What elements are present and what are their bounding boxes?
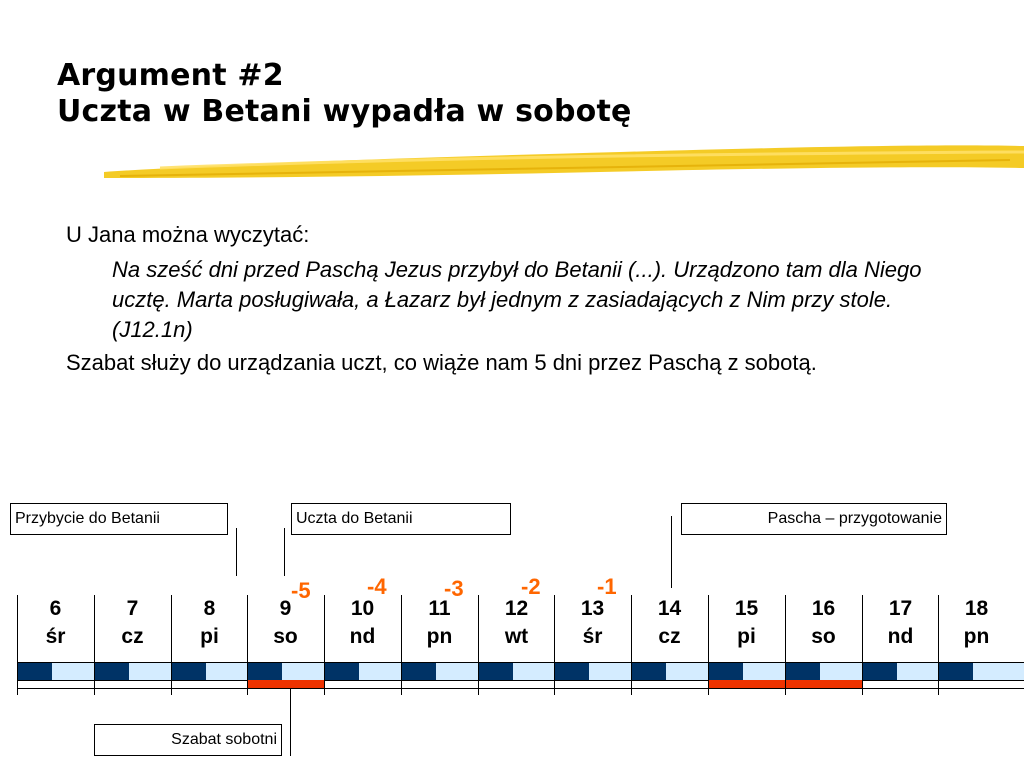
night-band — [939, 663, 973, 680]
day-name: pi — [200, 625, 219, 648]
day-band — [206, 663, 247, 680]
slide-body — [66, 220, 966, 377]
day-name: so — [811, 625, 836, 648]
day-15 — [708, 595, 785, 651]
night-band — [786, 663, 820, 680]
day-name: wt — [504, 625, 529, 648]
gospel-quote: Na sześć dni przed Paschą Jezus przybył do Betanii (...). Urządzono tam dla Niego ucztę. Marta posługiwała, a Łazarz był jednym z zasiadających z Nim przy stole. (J12.1n) — [112, 257, 922, 342]
day-band — [282, 663, 324, 680]
conclusion-text: Szabat służy do urządzania uczt, co wiąże nam 5 dni przez Paschą z sobotą. — [66, 350, 817, 375]
night-band — [95, 663, 129, 680]
day-11 — [401, 595, 478, 651]
day-band — [589, 663, 631, 680]
day-band — [666, 663, 708, 680]
day-number: 15 — [734, 597, 759, 620]
day-band — [973, 663, 1024, 680]
day-number: 6 — [49, 597, 62, 620]
night-band — [248, 663, 282, 680]
night-band — [172, 663, 206, 680]
day-band — [129, 663, 171, 680]
day-number: 13 — [580, 597, 605, 620]
day-name: nd — [887, 625, 914, 648]
night-band — [555, 663, 589, 680]
day-12 — [478, 595, 555, 651]
callout-arrival: Przybycie do Betanii — [10, 503, 228, 535]
day-name: pn — [963, 625, 990, 648]
day-14 — [631, 595, 708, 651]
day-10 — [324, 595, 401, 651]
title-line-1: Argument #2 — [57, 58, 284, 93]
day-name: śr — [45, 625, 66, 648]
night-band — [402, 663, 436, 680]
day-band — [897, 663, 938, 680]
callout-feast: Uczta do Betanii — [291, 503, 511, 535]
night-band — [863, 663, 897, 680]
intro-text: U Jana można wyczytać: — [66, 222, 310, 247]
feast-leader-line — [284, 528, 285, 576]
day-name: śr — [582, 625, 603, 648]
day-band — [820, 663, 862, 680]
night-band — [632, 663, 666, 680]
passover-marker — [709, 680, 785, 688]
day-name: pi — [737, 625, 756, 648]
day-number: 10 — [350, 597, 375, 620]
passover-marker — [786, 680, 862, 688]
sabbath-leader-line — [290, 688, 291, 756]
passover-leader-line — [671, 516, 672, 588]
day-13 — [554, 595, 631, 651]
callout-passover: Pascha – przygotowanie — [681, 503, 947, 535]
title-line-2: Uczta w Betani wypadła w sobotę — [57, 94, 632, 129]
day-number: 16 — [811, 597, 836, 620]
offset-label: -1 — [597, 574, 617, 599]
day-number: 17 — [888, 597, 913, 620]
day-18 — [938, 595, 1015, 651]
day-name: cz — [121, 625, 144, 648]
day-7 — [94, 595, 171, 651]
day-number: 11 — [428, 597, 451, 620]
day-number: 8 — [203, 597, 216, 620]
day-number: 18 — [964, 597, 989, 620]
day-band — [436, 663, 478, 680]
offset-label: -2 — [521, 574, 541, 599]
day-16 — [785, 595, 862, 651]
calendar-line — [17, 688, 1024, 689]
night-band — [709, 663, 743, 680]
sabbath-marker — [248, 680, 324, 688]
night-band — [479, 663, 513, 680]
day-number: 7 — [126, 597, 139, 620]
day-name: cz — [658, 625, 681, 648]
day-17 — [862, 595, 939, 651]
day-name: nd — [349, 625, 376, 648]
arrival-leader-line — [236, 528, 237, 576]
day-band — [359, 663, 401, 680]
offset-label: -4 — [367, 574, 387, 599]
calendar-line — [17, 680, 1024, 681]
day-band — [743, 663, 785, 680]
day-name: so — [273, 625, 298, 648]
day-name: pn — [426, 625, 453, 648]
day-number: 9 — [279, 597, 292, 620]
day-8 — [171, 595, 248, 651]
title-underline-brush — [100, 138, 1024, 186]
day-band — [52, 663, 94, 680]
day-number: 12 — [504, 597, 529, 620]
day-number: 14 — [657, 597, 682, 620]
day-band — [513, 663, 554, 680]
day-9 — [247, 595, 324, 651]
night-band — [325, 663, 359, 680]
slide-title — [57, 58, 632, 130]
callout-sabbath: Szabat sobotni — [94, 724, 282, 756]
offset-label: -3 — [444, 576, 464, 601]
offset-label: -5 — [291, 578, 311, 603]
night-band — [18, 663, 52, 680]
day-6 — [17, 595, 94, 651]
